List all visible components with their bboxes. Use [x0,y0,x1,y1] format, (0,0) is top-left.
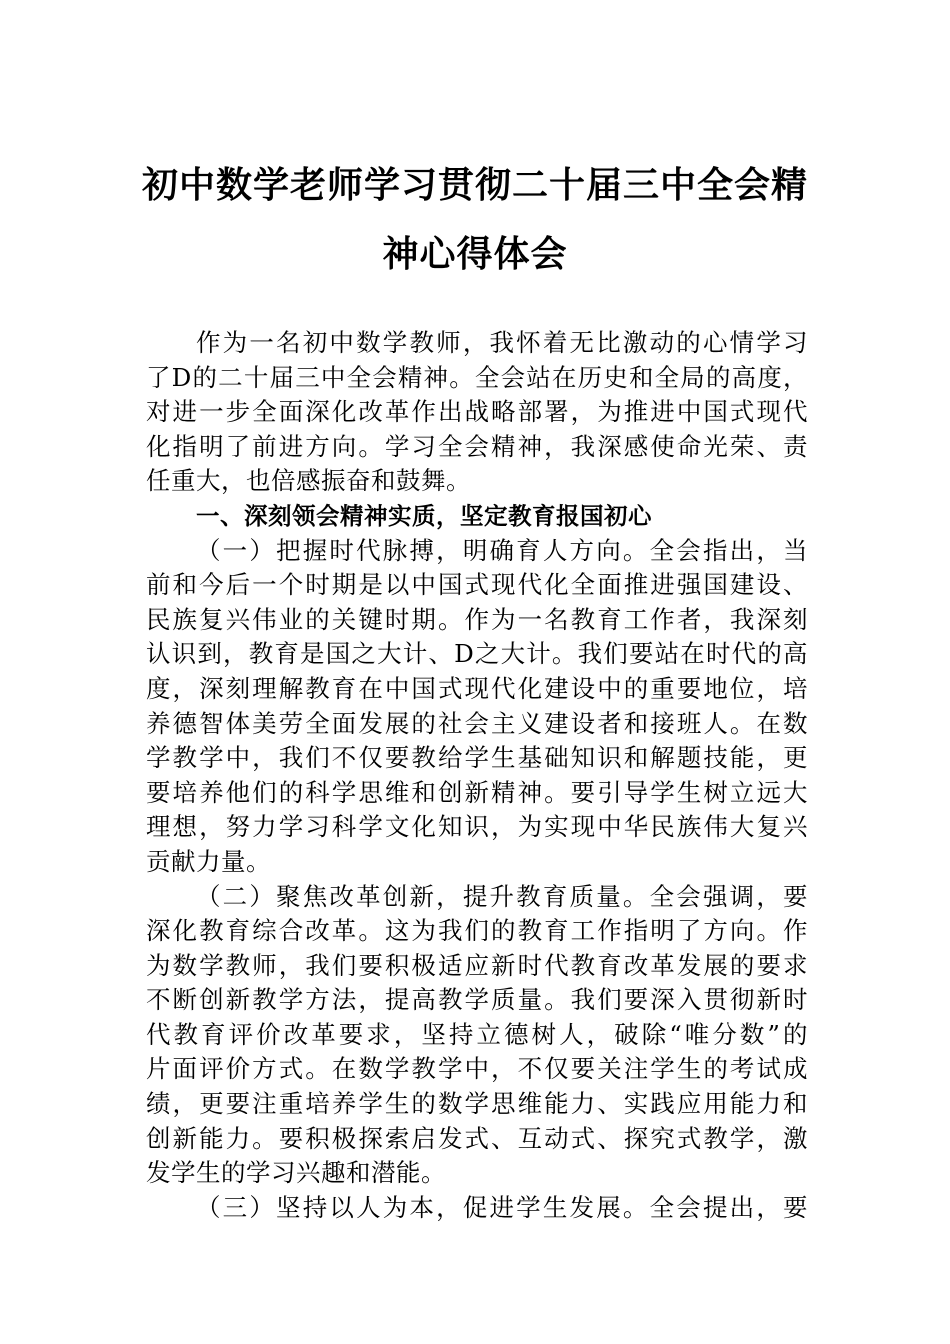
document-body [146,326,808,1225]
paragraph-line: 度，深刻理解教育在中国式现代化建设中的重要地位，培 [146,673,808,703]
paragraph-line: 学教学中，我们不仅要教给学生基础知识和解题技能，更 [146,743,808,773]
paragraph-line: 创新能力。要积极探索启发式、互动式、探究式教学，激 [146,1123,808,1153]
paragraph-line: 养德智体美劳全面发展的社会主义建设者和接班人。在数 [146,708,808,738]
paragraph-line: 贡献力量。 [146,846,271,876]
paragraph-line: 对进一步全面深化改革作出战略部署，为推进中国式现代 [146,397,808,427]
paragraph-line: 民族复兴伟业的关键时期。作为一名教育工作者，我深刻 [146,604,808,634]
section-heading: 一、深刻领会精神实质，坚定教育报国初心 [196,501,652,530]
document-title-line-1: 初中数学老师学习贯彻二十届三中全会精 [141,165,808,206]
paragraph-line: 了D的二十届三中全会精神。全会站在历史和全局的高度， [146,362,808,392]
paragraph-line: 任重大，也倍感振奋和鼓舞。 [146,466,471,496]
paragraph-line: 理想，努力学习科学文化知识，为实现中华民族伟大复兴 [146,812,808,842]
paragraph-line: 不断创新教学方法，提高教学质量。我们要深入贯彻新时 [146,985,808,1015]
paragraph-line: 为数学教师，我们要积极适应新时代教育改革发展的要求 [146,950,808,980]
paragraph-line: 作为一名初中数学教师，我怀着无比激动的心情学习 [196,328,808,357]
paragraph-line: 绩，更要注重培养学生的数学思维能力、实践应用能力和 [146,1089,808,1119]
paragraph-line: 片面评价方式。在数学教学中，不仅要关注学生的考试成 [146,1054,808,1084]
paragraph-line: （三）坚持以人为本，促进学生发展。全会提出，要 [196,1192,808,1222]
paragraph-line: 深化教育综合改革。这为我们的教育工作指明了方向。作 [146,916,808,946]
document-title-line-2: 神心得体会 [382,234,568,275]
paragraph-line: 化指明了前进方向。学习全会精神，我深感使命光荣、责 [146,431,808,461]
paragraph-line: 代教育评价改革要求，坚持立德树人，破除“唯分数”的 [146,1019,808,1049]
paragraph-line: 认识到，教育是国之大计、D之大计。我们要站在时代的高 [146,639,808,669]
paragraph-line: （二）聚焦改革创新，提升教育质量。全会强调，要 [196,881,808,911]
paragraph-line: 前和今后一个时期是以中国式现代化全面推进强国建设、 [146,570,808,600]
paragraph-line: 发学生的学习兴趣和潜能。 [146,1158,446,1188]
paragraph-line: （一）把握时代脉搏，明确育人方向。全会指出，当 [196,535,808,565]
paragraph-line: 要培养他们的科学思维和创新精神。要引导学生树立远大 [146,777,808,807]
